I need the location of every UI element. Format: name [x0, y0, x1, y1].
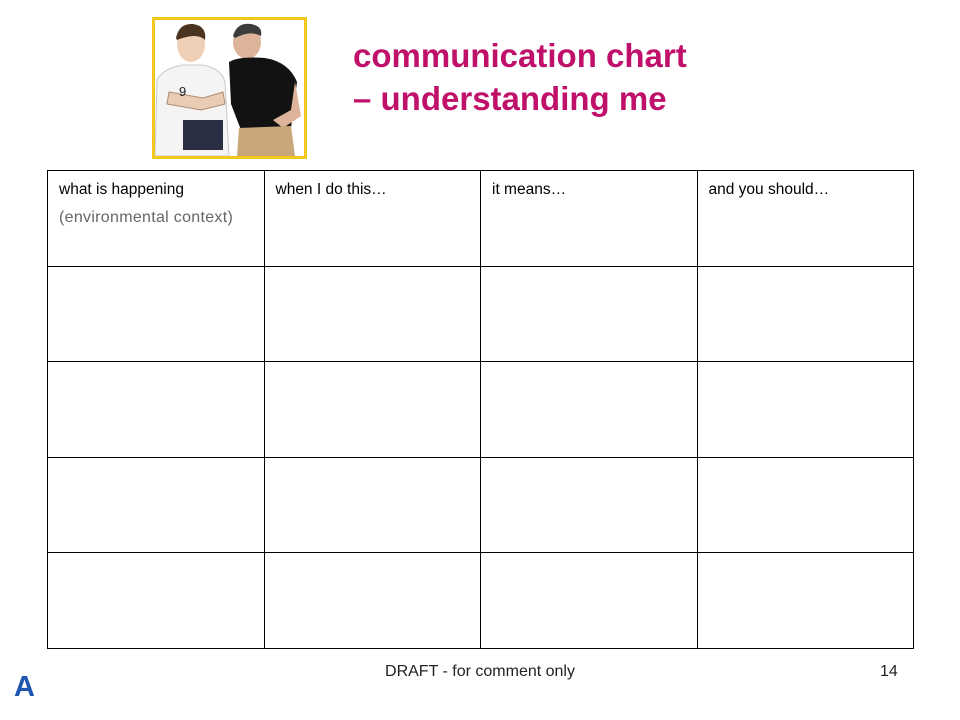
header-cell-it-means	[481, 171, 698, 267]
header-cell-when-i-do-this	[264, 171, 481, 267]
table-cell[interactable]	[264, 266, 481, 362]
communication-table	[47, 170, 914, 649]
header-label: it means…	[492, 181, 567, 198]
photo-frame	[152, 17, 307, 159]
table-cell[interactable]	[264, 457, 481, 553]
table-row	[48, 266, 914, 362]
header-label: what is happening	[59, 181, 184, 198]
table-cell[interactable]	[264, 553, 481, 649]
table-row	[48, 457, 914, 553]
table-cell[interactable]	[48, 553, 265, 649]
table-cell[interactable]	[48, 362, 265, 458]
table-cell[interactable]	[481, 362, 698, 458]
table-row	[48, 362, 914, 458]
table-cell[interactable]	[697, 457, 914, 553]
table-cell[interactable]	[697, 266, 914, 362]
table-cell[interactable]	[481, 457, 698, 553]
table-cell[interactable]	[264, 362, 481, 458]
table-cell[interactable]	[697, 553, 914, 649]
table-cell[interactable]	[48, 457, 265, 553]
table-cell[interactable]	[481, 553, 698, 649]
page-number: 14	[880, 663, 898, 680]
two-people-photo	[155, 20, 304, 156]
header-cell-what-is-happening	[48, 171, 265, 267]
page-title	[353, 34, 687, 120]
header-label: and you should…	[708, 181, 830, 198]
table-cell[interactable]	[697, 362, 914, 458]
section-letter: A	[14, 671, 35, 703]
header-sublabel: (environmental context)	[59, 209, 234, 226]
table-row	[48, 553, 914, 649]
header-row	[48, 171, 914, 267]
table-cell[interactable]	[48, 266, 265, 362]
title-line-1: communication chart	[353, 37, 687, 74]
shirt-number: 9	[179, 84, 187, 99]
header-cell-and-you-should	[697, 171, 914, 267]
header-label: when I do this…	[275, 181, 387, 198]
table-cell[interactable]	[481, 266, 698, 362]
title-line-2: – understanding me	[353, 80, 667, 117]
footer-draft-label: DRAFT - for comment only	[385, 663, 575, 680]
